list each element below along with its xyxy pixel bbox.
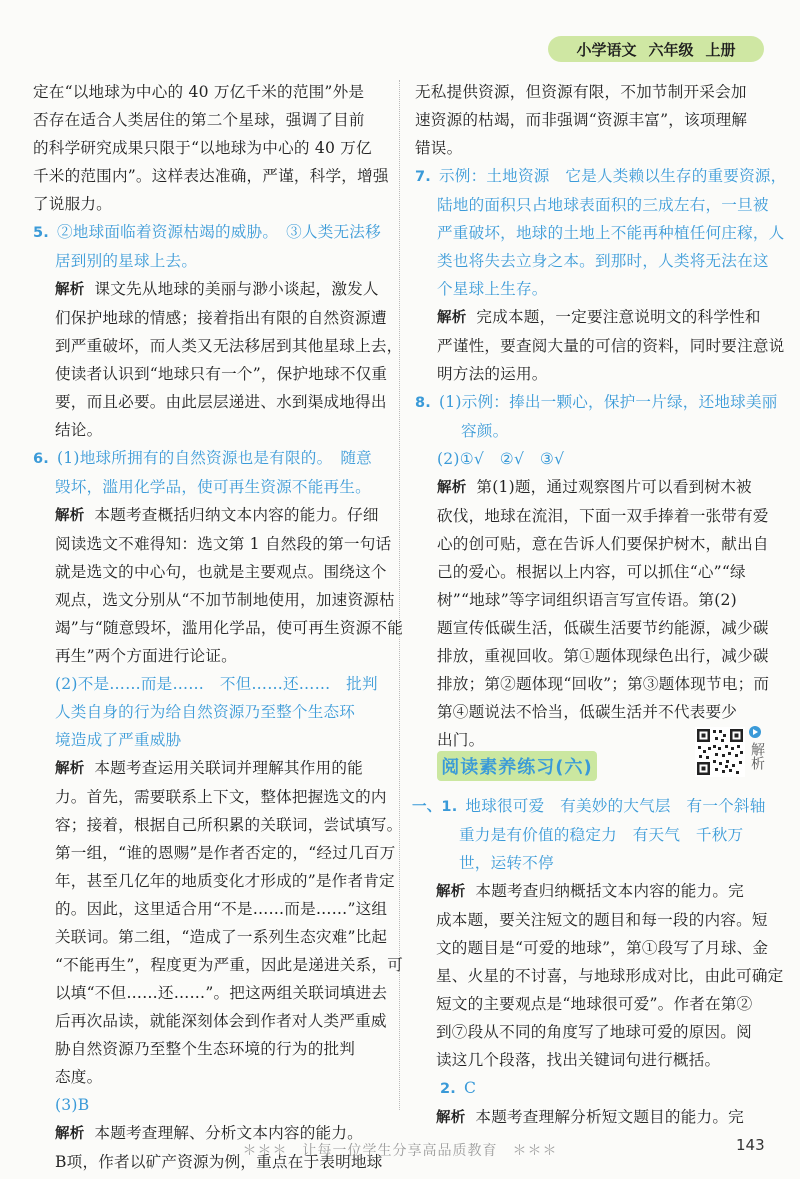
analysis-line: 以填“不但……还……”。把这两组关联词填进去 [55,984,388,1002]
header-tag [548,36,764,62]
analysis-line: 排放；第②题体现“回收”；第③题体现节电；而 [437,675,770,693]
analysis-line: 心的创可贴，意在告诉人们要保护树木，献出自 [437,535,769,553]
analysis-line: 严谨性，要查阅大量的可信的资料，同时要注意说 [437,337,785,355]
text-line: 否存在适合人类居住的第二个星球，强调了目前 [33,111,365,129]
footer-slogan: ＊＊＊ 让每一位学生分享高品质教育 ＊＊＊ [242,1143,558,1159]
text-line: 速资源的枯竭，而非强调“资源丰富”，该项理解 [415,111,748,129]
analysis-line: 成本题，要关注短文的题目和每一段的内容。短 [436,911,768,929]
analysis-text: 课文先从地球的美丽与渺小谈起，激发人 [94,280,379,298]
answer-item [415,162,787,191]
analysis-line: 力。首先，需要联系上下文，整体把握选文的内 [55,788,387,806]
analysis-line: 到⑦段从不同的角度写了地球可爱的原因。阅 [436,1023,752,1041]
text-line: 无私提供资源，但资源有限，不加节制开采会加 [415,83,747,101]
question-number: 一、1. [412,799,458,815]
answer-item [412,792,764,821]
analysis-label: 解析 [55,761,85,777]
question-number: 5. [33,225,49,241]
answer-line: 人类自身的行为给自然资源乃至整个生态环 [55,703,356,721]
analysis-item [412,1103,764,1132]
section-title: 阅读素养练习(六) [437,751,597,781]
analysis-line: 排放，重视回收。第①题体现绿色出行，减少碳 [437,647,769,665]
analysis-text: 本题考查理解、分析文本内容的能力。 [94,1124,363,1142]
answer-line: 类也将失去立身之本。到那时，人类将无法在这 [437,252,769,270]
analysis-line: 观点，选文分别从“不加节制地使用，加速资源枯 [55,591,395,609]
analysis-line: 己的爱心。根据以上内容，可以抓住“心”“绿 [437,563,746,581]
analysis-text: 本题考查概括归纳文本内容的能力。仔细 [94,506,379,524]
answer-item [412,1074,764,1103]
analysis-line: 出门。 [437,731,485,749]
analysis-line: 们保护地球的情感；接着指出有限的自然资源遭 [55,309,387,327]
analysis-line: 星、火星的不讨喜，与地球形成对比，由此可确定 [436,967,784,985]
answer-line: 个星球上生存。 [437,280,548,298]
analysis-line: 读这几个段落，找出关键词句进行概括。 [436,1051,721,1069]
analysis-line: 到严重破坏，而人类又无法移居到其他星球上去， [55,337,403,355]
analysis-line: 文的题目是“可爱的地球”，第①段写了月球、金 [436,939,769,957]
answer-line: 境造成了严重威胁 [55,731,182,749]
analysis-label: 解析 [437,480,467,496]
analysis-line: 使读者认识到“地球只有一个”，保护地球不仅重 [55,365,388,383]
analysis-item [415,473,767,502]
qr-label: 解析 [749,742,765,770]
analysis-line: 阅读选文不难得知：选文第 1 自然段的第一句话 [55,535,392,553]
analysis-text: 第(1)题，通过观察图片可以看到树木被 [476,478,752,496]
analysis-line: 再生”两个方面进行论证。 [55,647,237,665]
analysis-line: 第④题说法不恰当，低碳生活并不代表要少 [437,703,738,721]
answer-line: 重力是有价值的稳定力 有天气 千秋万 [459,826,744,844]
answer-item [415,388,778,417]
answer-line: 居到别的星球上去。 [55,252,198,270]
answer-text: 示例：土地资源 它是人类赖以生存的重要资源， [439,167,787,185]
answer-section-six [412,792,784,1132]
question-number: 2. [440,1081,456,1097]
answer-text: C [464,1079,477,1097]
analysis-line: “不能再生”，程度更为严重，因此是递进关系，可 [55,956,404,974]
analysis-label: 解析 [55,282,85,298]
answer-text: (1)地球所拥有的自然资源也是有限的。 随意 [57,449,372,467]
analysis-item [33,275,385,304]
header-subject: 小学语文 [576,40,637,59]
analysis-item [415,303,767,332]
answer-item [33,444,385,473]
analysis-line: 砍伐，地球在流泪，下面一双手捧着一张带有爱 [437,507,769,525]
page-number: 143 [736,1136,765,1154]
analysis-line: 结论。 [55,421,103,439]
answer-text: ②地球面临着资源枯竭的威胁。 ③人类无法移 [57,223,381,241]
analysis-line: 要，而且必要。由此层层递进、水到渠成地得出 [55,393,387,411]
analysis-line: 竭”与“随意毁坏，滥用化学品，使可再生资源不能 [55,619,404,637]
analysis-line: 的。因此，这里适合用“不是……而是……”这组 [55,900,388,918]
analysis-line: 明方法的运用。 [437,365,548,383]
analysis-line: 关联词。第二组，“造成了一系列生态灾难”比起 [55,928,388,946]
analysis-line: 短文的主要观点是“地球很可爱”。作者在第② [436,995,753,1013]
analysis-item [33,754,385,783]
analysis-label: 解析 [436,884,466,900]
analysis-text: 本题考查归纳概括文本内容的能力。完 [475,882,744,900]
analysis-label: 解析 [55,508,85,524]
analysis-label: 解析 [436,1110,466,1126]
header-grade: 六年级 [648,40,694,59]
analysis-item [412,877,764,906]
answer-text: 地球很可爱 有美妙的大气层 有一个斜轴 [465,797,766,815]
analysis-text: 本题考查运用关联词并理解其作用的能 [94,759,363,777]
analysis-item [33,501,385,530]
answer-line: 容颜。 [461,422,509,440]
text-line: 千米的范围内”。这样表达准确，严谨，科学，增强 [33,167,389,185]
text-line: 错误。 [415,139,463,157]
analysis-label: 解析 [55,1126,85,1142]
answer-line: (2)①√ ②√ ③√ [437,450,565,468]
right-column [415,78,787,754]
text-line: 定在“以地球为中心的 40 万亿千米的范围”外是 [33,83,365,101]
play-icon[interactable] [749,726,761,738]
answer-line: 世，运转不停 [459,854,554,872]
header-volume: 上册 [705,40,736,59]
analysis-line: 胁自然资源乃至整个生态环境的行为的批判 [55,1040,356,1058]
analysis-text: 完成本题，一定要注意说明文的科学性和 [476,308,761,326]
answer-text: (1)示例：捧出一颗心，保护一片绿，还地球美丽 [439,393,778,411]
analysis-line: 年，甚至几亿年的地质变化才形成的”是作者肯定 [55,872,395,890]
analysis-label: 解析 [437,310,467,326]
answer-line: 陆地的面积只占地球表面积的三成左右，一旦被 [437,196,769,214]
answer-line: (2)不是……而是…… 不但……还…… 批判 [55,675,378,693]
text-line: 了说服力。 [33,195,112,213]
answer-item [33,218,385,247]
qr-code-icon[interactable] [695,727,745,777]
question-number: 8. [415,395,431,411]
answer-line: 严重破坏，地球的土地上不能再种植任何庄稼，人 [437,224,785,242]
analysis-line: 树”“地球”等字词组织语言写宣传语。第(2) [437,591,737,609]
analysis-line: 第一组，“谁的恩赐”是作者否定的，“经过几百万 [55,844,396,862]
analysis-line: 就是选文的中心句，也就是主要观点。围绕这个 [55,563,387,581]
text-line: 的科学研究成果只限于“以地球为中心的 40 万亿 [33,139,372,157]
analysis-line: 态度。 [55,1068,103,1086]
analysis-line: 容；接着，根据自己所积累的关联词，尝试填写。 [55,816,403,834]
question-number: 7. [415,169,431,185]
answer-line: 毁坏，滥用化学品，使可再生资源不能再生。 [55,478,371,496]
analysis-line: 后再次品读，就能深刻体会到作者对人类严重威 [55,1012,387,1030]
analysis-line: 题宣传低碳生活，低碳生活要节约能源，减少碳 [437,619,769,637]
analysis-text: 本题考查理解分析短文题目的能力。完 [475,1108,744,1126]
answer-line: (3)B [55,1096,90,1114]
analysis-line: B项，作者以矿产资源为例，重点在于表明地球 [55,1153,383,1171]
question-number: 6. [33,451,49,467]
